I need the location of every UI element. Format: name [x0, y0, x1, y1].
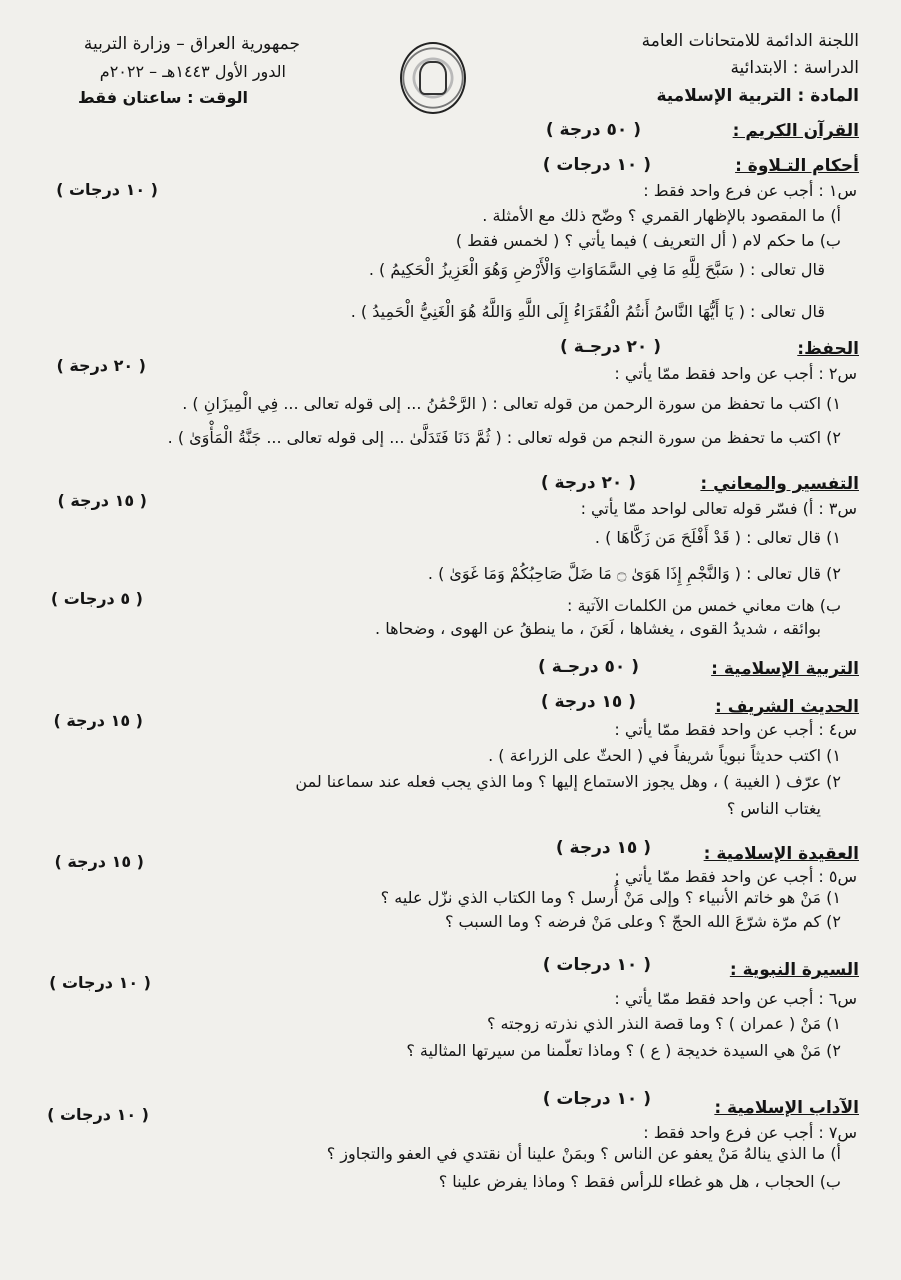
q2-item-1: ١) اكتب ما تحفظ من سورة الرحمن من قوله تعالى : ( الرَّحْمَٰنُ ... إلى قوله تعالى ... فِي الْمِيزَانِ ) .	[182, 394, 841, 413]
section-tarbiya-mark: ( ٥٠ درجـة )	[538, 657, 639, 677]
q7-branch-b: ب) الحجاب ، هل هو غطاء للرأس فقط ؟ وماذا يفرض علينا ؟	[438, 1172, 841, 1191]
q2-item-2: ٢) اكتب ما تحفظ من سورة النجم من قوله تعالى : ( ثُمَّ دَنَا فَتَدَلَّىٰ ... إلى قوله تعالى ... جَنَّةُ الْمَأْوَىٰ ) .	[167, 428, 841, 447]
q3-side-mark-b: ( ٥ درجات )	[50, 589, 143, 608]
q3-stem: س٣ : أ) فسّر قوله تعالى لواحد ممّا يأتي :	[580, 499, 857, 518]
q3-item-1: ١) قال تعالى : ( قَدْ أَفْلَحَ مَن زَكَّاهَا ) .	[594, 528, 841, 547]
q1-stem: س١ : أجب عن فرع واحد فقط :	[643, 181, 857, 200]
q4-stem: س٤ : أجب عن واحد فقط ممّا يأتي :	[614, 720, 857, 739]
q4-side-mark: ( ١٥ درجة )	[53, 711, 143, 730]
country-ministry: جمهورية العراق – وزارة التربية	[83, 34, 300, 54]
q3-item-2: ٢) قال تعالى : ( وَالنَّجْمِ إِذَا هَوَىٰ ۝ مَا ضَلَّ صَاحِبُكُمْ وَمَا غَوَىٰ ) .	[427, 564, 841, 583]
committee-name: اللجنة الدائمة للامتحانات العامة	[641, 31, 859, 51]
q1-branch-a: أ) ما المقصود بالإظهار القمري ؟ وضّح ذلك مع الأمثلة .	[482, 206, 841, 225]
q5-side-mark: ( ١٥ درجة )	[54, 852, 144, 871]
q7-branch-a: أ) ما الذي ينالهُ مَنْ يعفو عن الناس ؟ وبمَنْ علينا أن نقتدي في العفو والتجاوز ؟	[326, 1144, 841, 1163]
exam-round: الدور الأول ١٤٤٣هـ – ٢٠٢٢م	[99, 62, 286, 81]
section-hadith-mark: ( ١٥ درجة )	[540, 692, 636, 712]
q6-item-2: ٢) مَنْ هي السيدة خديجة ( ع ) ؟ وماذا تعلّمنا من سيرتها المثالية ؟	[406, 1041, 841, 1060]
q1-verse-1: قال تعالى : ( سَبَّحَ لِلَّهِ مَا فِي السَّمَاوَاتِ وَالْأَرْضِ وَهُوَ الْعَزِيزُ الْحَكِيمُ ) .	[368, 260, 825, 279]
section-adab-mark: ( ١٠ درجات )	[542, 1089, 651, 1109]
q4-item-2: ٢) عرّف ( الغيبة ) ، وهل يجوز الاستماع إليها ؟ وما الذي يجب فعله عند سماعنا لمن	[295, 772, 841, 791]
exam-time: الوقت : ساعتان فقط	[77, 88, 248, 107]
study-level: الدراسة : الابتدائية	[730, 58, 859, 78]
q4-item-2-cont: يغتاب الناس ؟	[726, 799, 821, 818]
section-sira-mark: ( ١٠ درجات )	[542, 955, 651, 975]
ministry-seal-icon	[400, 42, 466, 114]
section-tafsir-mark: ( ٢٠ درجة )	[540, 473, 636, 493]
q7-stem: س٧ : أجب عن فرع واحد فقط :	[643, 1123, 857, 1142]
section-tilawa-title: أحكام التـلاوة :	[735, 156, 859, 176]
q1-verse-2: قال تعالى : ( يَا أَيُّهَا النَّاسُ أَنتُمُ الْفُقَرَاءُ إِلَى اللَّهِ وَاللَّهُ هُوَ الْغَنِيُّ الْحَمِيدُ ) .	[350, 302, 825, 321]
section-adab-title: الآداب الإسلامية :	[714, 1098, 859, 1118]
section-hadith-title: الحديث الشريف :	[714, 697, 859, 717]
section-quran-title: القرآن الكريم :	[732, 121, 859, 141]
q2-stem: س٢ : أجب عن واحد فقط ممّا يأتي :	[614, 364, 857, 383]
section-aqida-title: العقيدة الإسلامية :	[703, 844, 859, 864]
q7-side-mark: ( ١٠ درجات )	[47, 1105, 149, 1124]
q4-item-1: ١) اكتب حديثاً نبوياً شريفاً في ( الحثّ على الزراعة ) .	[488, 746, 841, 765]
q5-stem: س٥ : أجب عن واحد فقط ممّا يأتي :	[614, 867, 857, 886]
section-tarbiya-title: التربية الإسلامية :	[711, 659, 859, 679]
subject-name: المادة : التربية الإسلامية	[656, 86, 859, 106]
section-sira-title: السيرة النبوية :	[729, 960, 859, 980]
section-quran-mark: ( ٥٠ درجة )	[545, 120, 641, 140]
q1-branch-b: ب) ما حكم لام ( أل التعريف ) فيما يأتي ؟ ( لخمس فقط )	[455, 231, 841, 250]
section-tilawa-mark: ( ١٠ درجات )	[542, 155, 651, 175]
q2-side-mark: ( ٢٠ درجة )	[56, 356, 146, 375]
q5-item-1: ١) مَنْ هو خاتم الأنبياء ؟ وإلى مَنْ أُرسل ؟ وما الكتاب الذي نزّل عليه ؟	[380, 888, 841, 907]
q5-item-2: ٢) كم مرّة شرّعَ الله الحجّ ؟ وعلى مَنْ فرضه ؟ وما السبب ؟	[444, 912, 841, 931]
q1-side-mark: ( ١٠ درجات )	[56, 180, 158, 199]
q3-side-mark-a: ( ١٥ درجة )	[57, 491, 147, 510]
q3-branch-b: ب) هات معاني خمس من الكلمات الآتية :	[567, 596, 841, 615]
section-hifz-title: الحفظ:	[797, 339, 859, 359]
q6-side-mark: ( ١٠ درجات )	[49, 973, 151, 992]
section-tafsir-title: التفسير والمعاني :	[700, 474, 859, 494]
section-hifz-mark: ( ٢٠ درجـة )	[560, 337, 661, 357]
q6-stem: س٦ : أجب عن واحد فقط ممّا يأتي :	[614, 989, 857, 1008]
section-aqida-mark: ( ١٥ درجة )	[555, 838, 651, 858]
q6-item-1: ١) مَنْ ( عمران ) ؟ وما قصة النذر الذي نذرته زوجته ؟	[486, 1014, 841, 1033]
q3-words: بوائقه ، شديدُ القوى ، يغشاها ، لَعَنَ ، ما ينطقُ عن الهوى ، وضحاها .	[375, 619, 821, 638]
